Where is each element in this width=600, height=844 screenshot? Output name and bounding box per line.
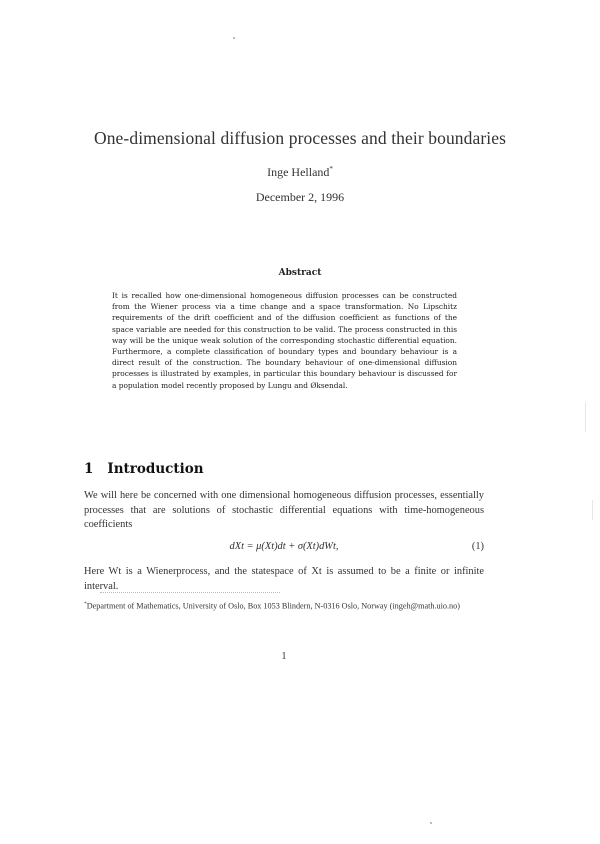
equation-number: (1) <box>471 541 484 552</box>
scan-speck <box>585 402 586 432</box>
scan-speck <box>430 822 432 824</box>
author-footnote-mark: * <box>329 165 333 173</box>
section-number: 1 <box>84 461 94 477</box>
abstract-text: It is recalled how one-dimensional homogeneous diffusion processes can be constructed from the Wiener process via a time change and a space transformation. No Lipschitz requirements of the drift coefficient and of the diffusion coefficient as functions of the space variable are needed for this construction to be valid. The process constructed in this way will be the unique weak solution of the corresponding stochastic differential equation. Furthermore, a complete classification of boundary types and boundary behaviour is a direct result of the construction. The boundary behaviour of one-dimensional diffusion processes is illustrated by examples, in particular this boundary behaviour is discussed for a population model recently proposed by Lungu and Øksendal. <box>112 291 457 390</box>
equation-formula: dXt = μ(Xt)dt + σ(Xt)dWt, <box>229 541 339 552</box>
abstract-heading: Abstract <box>278 268 322 278</box>
section-heading <box>84 461 204 477</box>
footnote-mark: * <box>84 601 87 607</box>
footnote-text: Department of Mathematics, University of Oslo, Box 1053 Blindern, N-0316 Oslo, Norway (ingeh@math.uio.no) <box>86 601 460 611</box>
after-equation-paragraph: Here Wt is a Wienerprocess, and the statespace of Xt is assumed to be a finite or infinite interval. <box>84 566 484 592</box>
scan-speck <box>233 37 235 39</box>
section-title: Introduction <box>107 461 204 477</box>
intro-paragraph: We will here be concerned with one dimensional homogeneous diffusion processes, essentially processes that are solutions of stochastic differential equations with time-homogeneous coefficients <box>84 490 484 530</box>
paper-date: December 2, 1996 <box>255 190 345 204</box>
footnote <box>84 598 484 613</box>
author-name: Inge Helland <box>267 165 330 179</box>
page-number: 1 <box>281 651 287 662</box>
paper-title: One-dimensional diffusion processes and their boundaries <box>93 128 507 148</box>
scan-speck <box>592 500 593 520</box>
author-line <box>0 165 600 180</box>
equation-1 <box>84 541 484 557</box>
scan-artifact-line <box>100 592 280 594</box>
